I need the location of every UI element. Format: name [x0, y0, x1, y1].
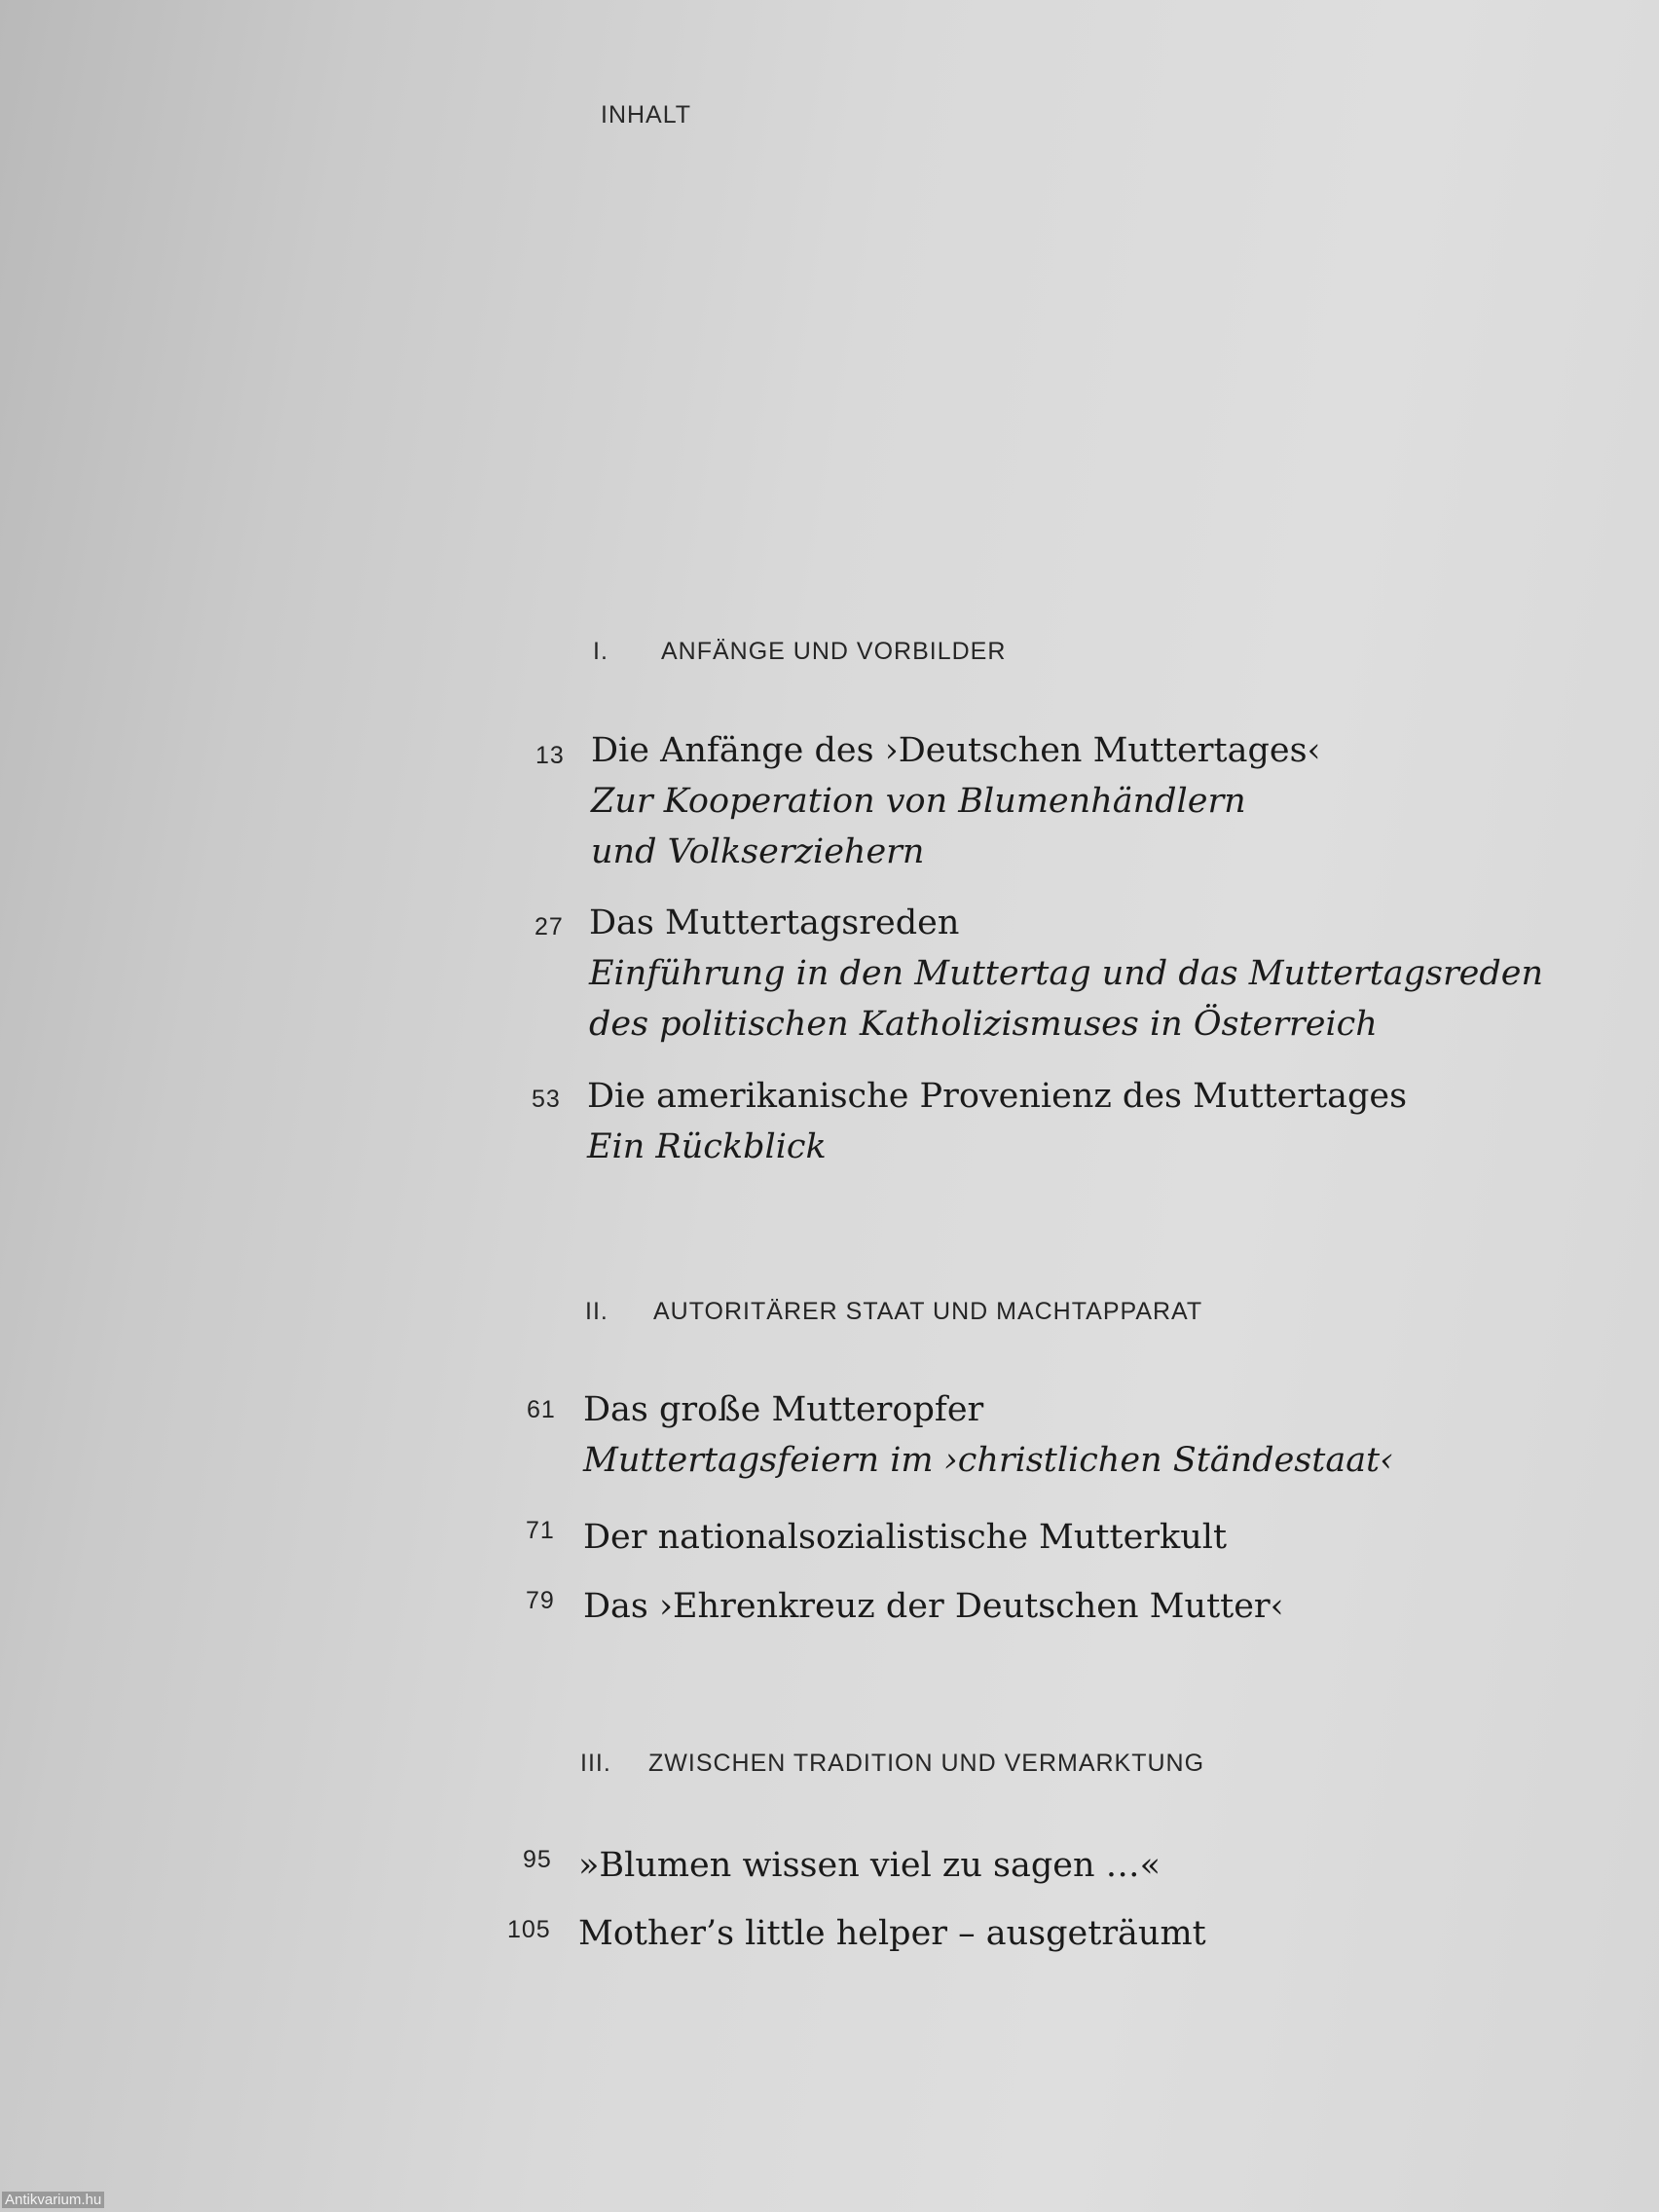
entry-subtitle-line: Ein Rückblick: [587, 1127, 827, 1166]
entry-title-block: [583, 1512, 1227, 1563]
entry-title-block: [591, 725, 1321, 877]
entry-page-number: 61: [527, 1396, 556, 1423]
section-number: II.: [585, 1298, 608, 1325]
entry-title-block: [589, 898, 1543, 1050]
entry-subtitle-line: Muttertagsfeiern im ›christlichen Ständestaat‹: [583, 1441, 1394, 1480]
section-title: ZWISCHEN TRADITION UND VERMARKTUNG: [648, 1750, 1205, 1777]
section-heading: [593, 638, 1006, 666]
entry-title: Der nationalsozialistische Mutterkult: [583, 1518, 1228, 1557]
entry-page-number: 71: [526, 1517, 555, 1544]
entry-subtitle-line: Zur Kooperation von Blumenhändlern: [591, 782, 1246, 821]
entry-title: »Blumen wissen viel zu sagen …«: [578, 1846, 1161, 1885]
section-title: AUTORITÄRER STAAT UND MACHTAPPARAT: [653, 1298, 1203, 1325]
entry-title: Die Anfänge des ›Deutschen Muttertages‹: [591, 731, 1321, 770]
section-heading: [580, 1750, 1204, 1778]
watermark: Antikvarium.hu: [2, 2192, 104, 2208]
entry-title-block: [587, 1071, 1407, 1172]
entry-title: Die amerikanische Provenienz des Muttertages: [587, 1077, 1408, 1116]
entry-title-block: [578, 1840, 1161, 1891]
entry-page-number: 105: [507, 1916, 551, 1943]
entry-page-number: 95: [523, 1846, 552, 1873]
entry-page-number: 53: [532, 1086, 561, 1113]
entry-subtitle-line: des politischen Katholizismuses in Österreich: [589, 1005, 1378, 1044]
entry-title: Das große Mutteropfer: [583, 1390, 984, 1429]
entry-page-number: 13: [535, 742, 565, 769]
entry-page-number: 79: [526, 1587, 555, 1614]
section-number: I.: [593, 638, 608, 665]
section-number: III.: [580, 1750, 611, 1777]
entry-title: Das Muttertagsreden: [589, 903, 960, 942]
section-heading: [585, 1298, 1202, 1326]
section-title: ANFÄNGE UND VORBILDER: [661, 638, 1007, 665]
page-heading: INHALT: [601, 101, 692, 129]
entry-title-block: [578, 1908, 1206, 1959]
entry-subtitle-line: Einführung in den Muttertag und das Muttertagsreden: [589, 954, 1544, 993]
entry-title-block: [583, 1581, 1284, 1632]
entry-subtitle-line: und Volkserziehern: [591, 832, 925, 871]
entry-title-block: [583, 1384, 1393, 1486]
entry-title: Mother’s little helper – ausgeträumt: [578, 1914, 1206, 1953]
entry-page-number: 27: [535, 913, 564, 940]
entry-title: Das ›Ehrenkreuz der Deutschen Mutter‹: [583, 1587, 1284, 1626]
